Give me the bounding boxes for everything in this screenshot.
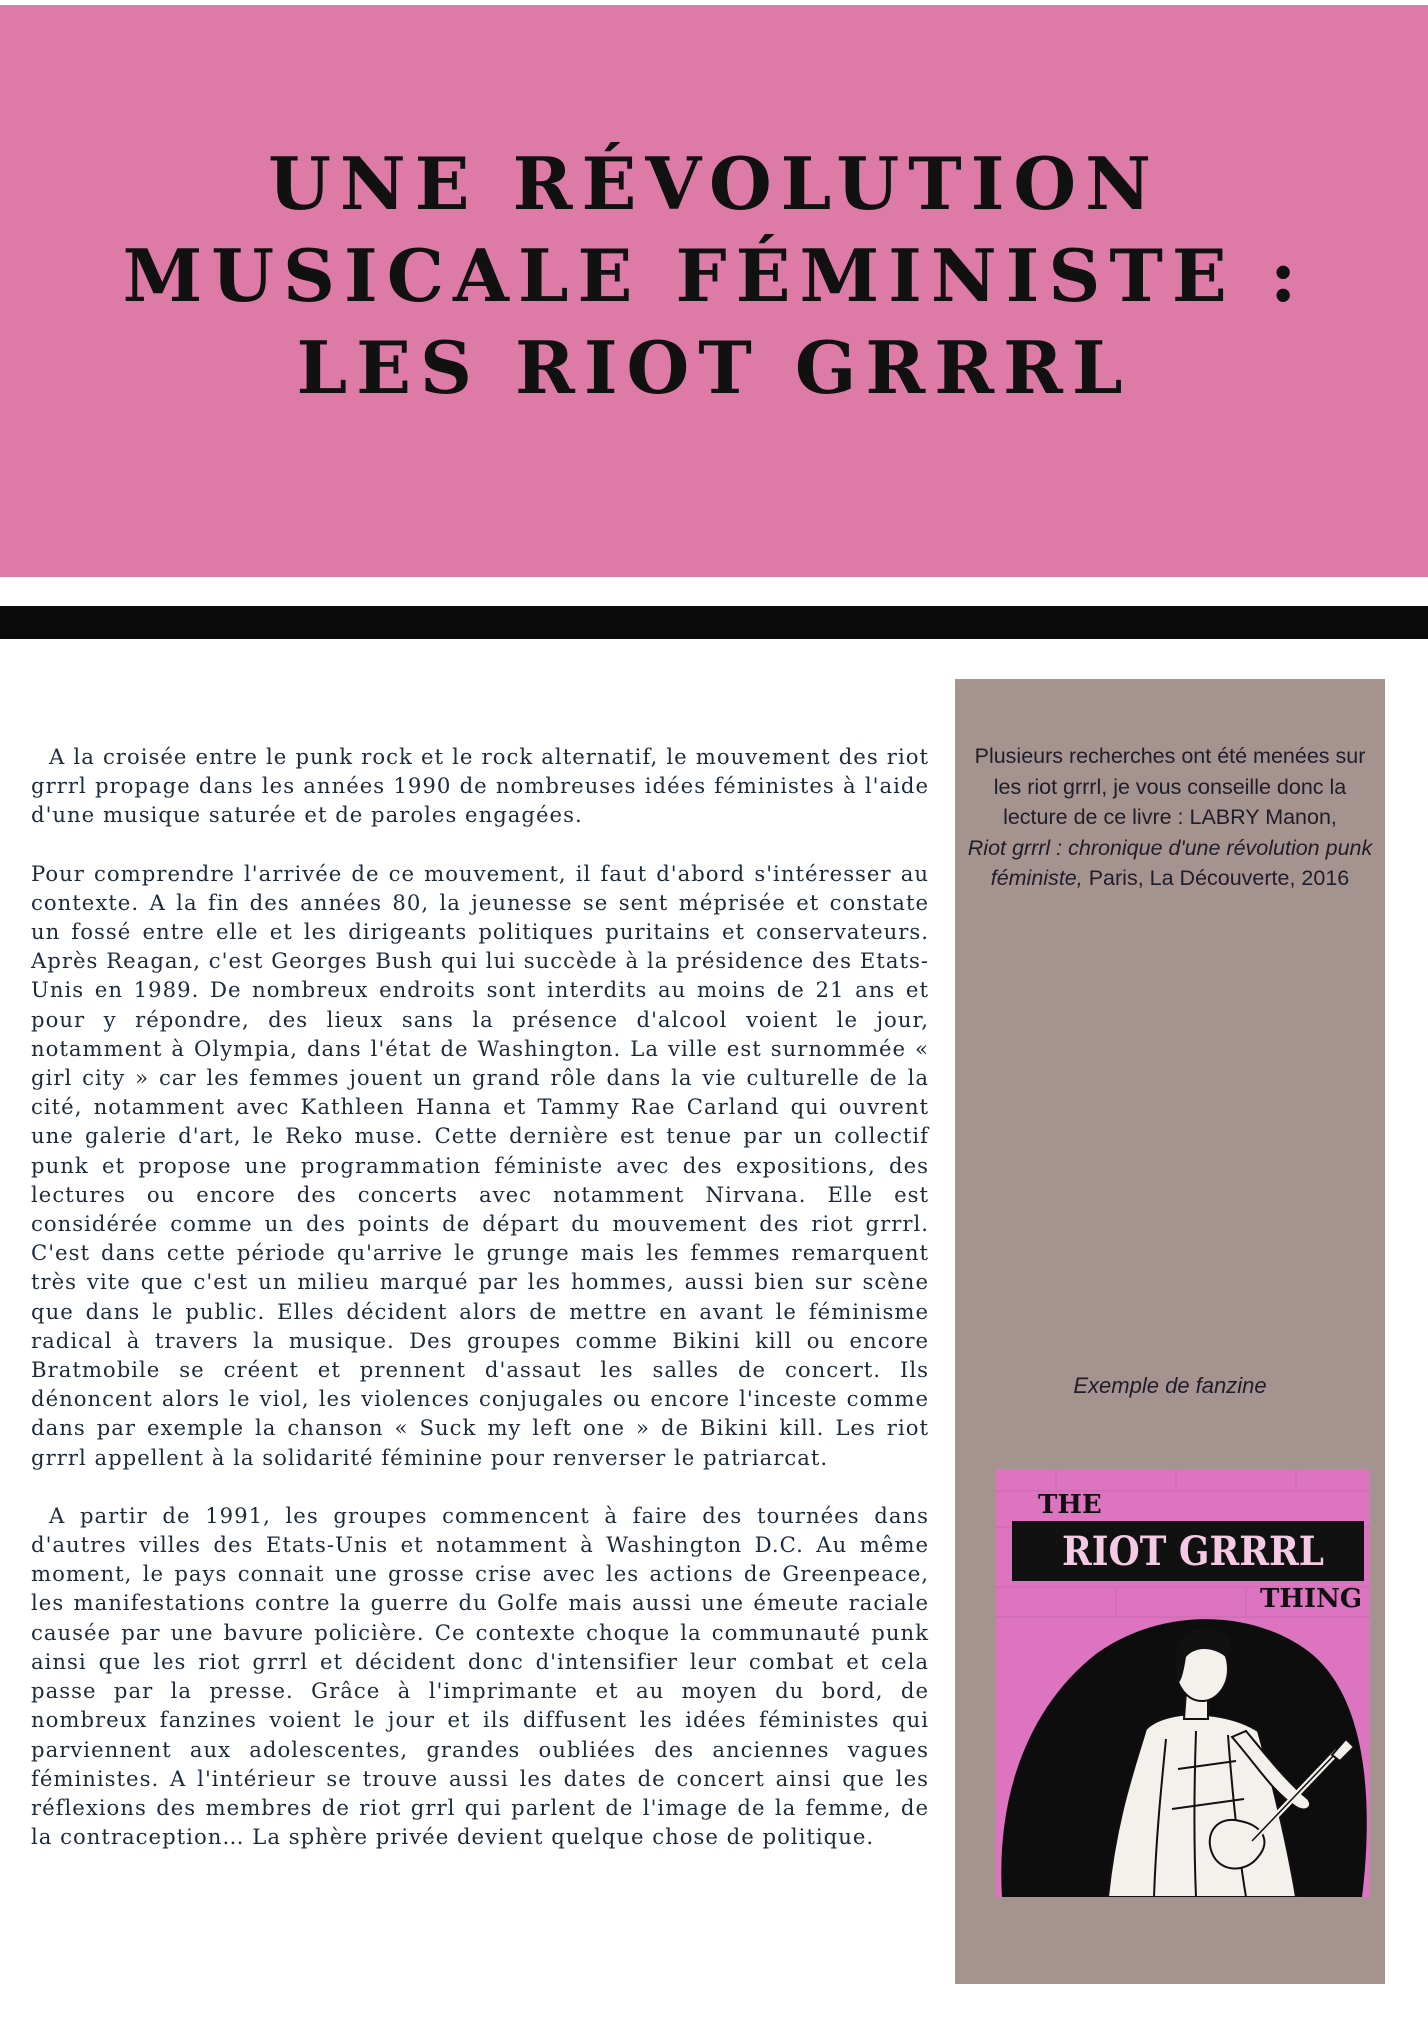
title-line-2: MUSICALE FÉMINISTE : <box>122 233 1306 318</box>
book-publication: Paris, La Découverte, 2016 <box>1088 866 1350 890</box>
fanzine-title-main: RIOT GRRRL <box>1062 1528 1324 1575</box>
title-line-3: LES RIOT GRRRL <box>296 325 1132 410</box>
article-paragraph-intro: A la croisée entre le punk rock et le rock alternatif, le mouvement des riot grrrl propage dans les années 1990 de nombreuses idées féministes à l'aide d'une musique saturée et de paroles engagées. <box>31 744 929 828</box>
book-title: Riot grrrl : chronique d'une révolution punk féministe, <box>967 835 1373 890</box>
book-recommendation-note <box>961 741 1379 894</box>
page-title <box>40 138 1388 414</box>
fanzine-title-thing: THING <box>1260 1584 1363 1614</box>
sidebar-panel <box>955 679 1385 1984</box>
article-body <box>31 742 929 1880</box>
black-divider-bar <box>0 606 1428 639</box>
fanzine-cover-image <box>996 1469 1370 1897</box>
fanzine-title-the: THE <box>1038 1490 1102 1520</box>
title-line-1: UNE RÉVOLUTION <box>268 141 1160 226</box>
article-paragraph-fanzines: A partir de 1991, les groupes commencent à faire des tournées dans d'autres villes des Etats-Unis et notamment à Washington D.C. Au même moment, le pays connait une grosse crise avec les actions de Greenpeace, les manifestations contre la guerre du Golfe mais aussi une émeute raciale causée par une bavure policière. Ce contexte choque la communauté punk ainsi que les riot grrrl et décident donc d'intensifier leur combat et cela passe par la presse. Grâce à l'imprimante et au moyen du bord, de nombreux fanzines voient le jour et ils diffusent les idées féministes qui parviennent aux adolescentes, grandes oubliées des anciennes vagues féministes. A l'intérieur se trouve aussi les dates de concert ainsi que les réflexions des membres de riot grrl qui parlent de l'image de la femme, de la contraception… La sphère privée devient quelque chose de politique. <box>31 1502 929 1850</box>
article-paragraph-context: Pour comprendre l'arrivée de ce mouvement, il faut d'abord s'intéresser au contexte. A la fin des années 80, la jeunesse se sent méprisée et constate un fossé entre elle et les dirigeants politiques puritains et conservateurs. Après Reagan, c'est Georges Bush qui lui succède à la présidence des Etats-Unis en 1989. De nombreux endroits sont interdits au moins de 21 ans et pour y répondre, des lieux sans la présence d'alcool voient le jour, notamment à Olympia, dans l'état de Washington. La ville est surnommée « girl city » car les femmes jouent un grand rôle dans la vie culturelle de la cité, notamment avec Kathleen Hanna et Tammy Rae Carland qui ouvrent une galerie d'art, le Reko muse. Cette dernière est tenue par un collectif punk et propose une programmation féministe avec des expositions, des lectures ou encore des concerts avec notamment Nirvana. Elle est considérée comme un des points de départ du mouvement des riot grrrl. C'est dans cette période qu'arrive le grunge mais les femmes remarquent très vite que c'est un milieu marqué par les hommes, aussi bien sur scène que dans le public. Elles décident alors de mettre en avant le féminisme radical à travers la musique. Des groupes comme Bikini kill ou encore Bratmobile se créent et prennent d'assaut les salles de concert. Ils dénoncent alors le viol, les violences conjugales ou encore l'inceste comme dans par exemple la chanson « Suck my left one » de Bikini kill. Les riot grrrl appellent à la solidarité féminine pour renverser le patriarcat. <box>31 860 929 1470</box>
fanzine-caption: Exemple de fanzine <box>1073 1373 1267 1398</box>
note-intro-text: Plusieurs recherches ont été menées sur les riot grrrl, je vous conseille donc la lecture de ce livre : LABRY Manon, <box>974 744 1366 829</box>
